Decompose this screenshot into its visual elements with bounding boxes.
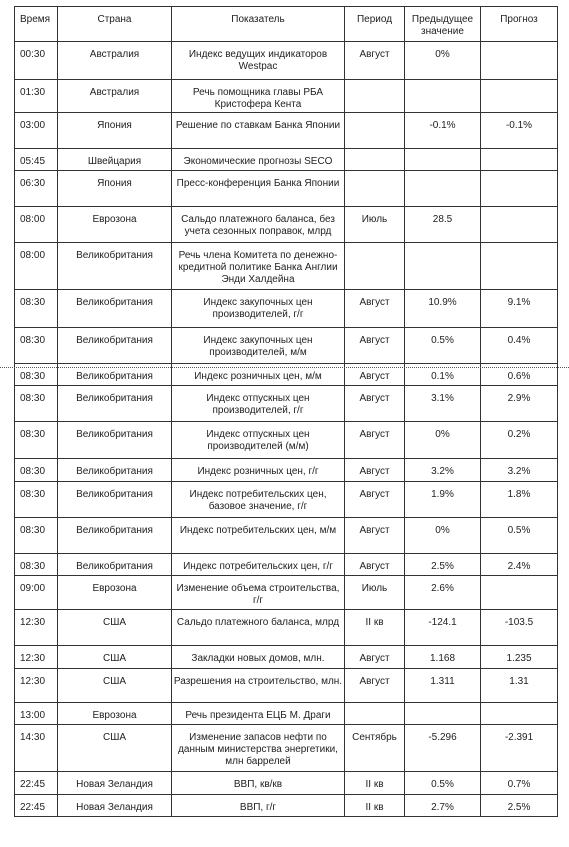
cell-indicator: Индекс потребительских цен, м/м (172, 518, 345, 554)
cell-time: 08:30 (15, 518, 58, 554)
table-row (15, 646, 558, 669)
cell-indicator: Индекс потребительских цен, г/г (172, 554, 345, 576)
table-row (15, 669, 558, 703)
cell-period: Август (345, 482, 405, 518)
cell-country: Великобритания (58, 459, 172, 482)
cell-country: Новая Зеландия (58, 795, 172, 817)
table-row (15, 518, 558, 554)
cell-period: Июль (345, 576, 405, 610)
cell-period: Август (345, 328, 405, 364)
header-period: Период (345, 7, 405, 42)
cell-previous: 28.5 (405, 207, 481, 243)
cell-period: Август (345, 422, 405, 459)
cell-forecast: 1.8% (481, 482, 558, 518)
table-row (15, 610, 558, 646)
cell-previous: 2.7% (405, 795, 481, 817)
cell-country: Еврозона (58, 207, 172, 243)
cell-period (345, 149, 405, 171)
cell-period: Август (345, 290, 405, 328)
cell-time: 08:30 (15, 459, 58, 482)
cell-indicator: Индекс закупочных цен производителей, г/г (172, 290, 345, 328)
dotted-separator (0, 367, 569, 368)
cell-forecast: 9.1% (481, 290, 558, 328)
cell-country: Великобритания (58, 422, 172, 459)
cell-indicator: Индекс закупочных цен производителей, м/м (172, 328, 345, 364)
cell-time: 12:30 (15, 610, 58, 646)
cell-period: Август (345, 669, 405, 703)
cell-indicator: Экономические прогнозы SECO (172, 149, 345, 171)
cell-forecast: 2.4% (481, 554, 558, 576)
cell-country: Япония (58, 171, 172, 207)
cell-time: 08:30 (15, 328, 58, 364)
cell-previous: -124.1 (405, 610, 481, 646)
cell-time: 08:30 (15, 386, 58, 422)
cell-time: 22:45 (15, 795, 58, 817)
cell-indicator: Индекс розничных цен, г/г (172, 459, 345, 482)
cell-previous: 1.311 (405, 669, 481, 703)
cell-period (345, 243, 405, 290)
cell-forecast: 0.6% (481, 364, 558, 386)
cell-previous: 2.6% (405, 576, 481, 610)
cell-country: Великобритания (58, 518, 172, 554)
cell-time: 13:00 (15, 703, 58, 725)
cell-forecast: 1.31 (481, 669, 558, 703)
table-row (15, 243, 558, 290)
cell-country: Великобритания (58, 364, 172, 386)
cell-time: 08:30 (15, 482, 58, 518)
cell-previous (405, 703, 481, 725)
cell-forecast: -2.391 (481, 725, 558, 772)
cell-country: Великобритания (58, 554, 172, 576)
header-time: Время (15, 7, 58, 42)
cell-time: 09:00 (15, 576, 58, 610)
cell-country: США (58, 646, 172, 669)
cell-previous: 0.5% (405, 328, 481, 364)
header-country: Страна (58, 7, 172, 42)
cell-previous: 10.9% (405, 290, 481, 328)
cell-time: 03:00 (15, 113, 58, 149)
cell-country: США (58, 725, 172, 772)
cell-country: Великобритания (58, 482, 172, 518)
cell-forecast: 0.4% (481, 328, 558, 364)
cell-previous: 0.5% (405, 772, 481, 795)
cell-time: 08:30 (15, 290, 58, 328)
cell-period: Август (345, 386, 405, 422)
header-forecast: Прогноз (481, 7, 558, 42)
table-row (15, 80, 558, 113)
cell-previous (405, 149, 481, 171)
cell-forecast: 1.235 (481, 646, 558, 669)
table-row (15, 725, 558, 772)
table-row (15, 149, 558, 171)
cell-forecast (481, 80, 558, 113)
cell-forecast: -0.1% (481, 113, 558, 149)
cell-time: 08:30 (15, 554, 58, 576)
cell-forecast (481, 149, 558, 171)
cell-period: Июль (345, 207, 405, 243)
table-row (15, 386, 558, 422)
cell-forecast: -103.5 (481, 610, 558, 646)
cell-country: Великобритания (58, 386, 172, 422)
cell-country: Австралия (58, 42, 172, 80)
cell-previous: 0% (405, 422, 481, 459)
table-row (15, 576, 558, 610)
cell-forecast: 2.9% (481, 386, 558, 422)
cell-forecast (481, 703, 558, 725)
cell-time: 08:30 (15, 422, 58, 459)
cell-country: Великобритания (58, 243, 172, 290)
cell-forecast: 3.2% (481, 459, 558, 482)
table-row (15, 328, 558, 364)
cell-previous: 0.1% (405, 364, 481, 386)
cell-country: США (58, 610, 172, 646)
cell-period: Сентябрь (345, 725, 405, 772)
cell-forecast (481, 171, 558, 207)
table-row (15, 290, 558, 328)
cell-indicator: Индекс отпускных цен производителей (м/м) (172, 422, 345, 459)
cell-previous (405, 171, 481, 207)
cell-previous: -5.296 (405, 725, 481, 772)
cell-time: 14:30 (15, 725, 58, 772)
cell-period: Август (345, 518, 405, 554)
cell-indicator: Решение по ставкам Банка Японии (172, 113, 345, 149)
cell-forecast: 2.5% (481, 795, 558, 817)
header-row (15, 7, 558, 42)
cell-indicator: Индекс потребительских цен, базовое значение, г/г (172, 482, 345, 518)
cell-indicator: Индекс ведущих индикаторов Westpac (172, 42, 345, 80)
cell-country: Еврозона (58, 576, 172, 610)
cell-time: 08:00 (15, 243, 58, 290)
cell-country: Великобритания (58, 290, 172, 328)
cell-indicator: ВВП, кв/кв (172, 772, 345, 795)
table-row (15, 42, 558, 80)
cell-previous (405, 243, 481, 290)
cell-period (345, 113, 405, 149)
cell-indicator: Речь члена Комитета по денежно-кредитной политике Банка Англии Энди Халдейна (172, 243, 345, 290)
cell-period: Август (345, 364, 405, 386)
cell-indicator: Сальдо платежного баланса, млрд (172, 610, 345, 646)
cell-country: Япония (58, 113, 172, 149)
cell-previous: 3.2% (405, 459, 481, 482)
cell-indicator: Индекс отпускных цен производителей, г/г (172, 386, 345, 422)
cell-period (345, 80, 405, 113)
cell-indicator: Разрешения на строительство, млн. (172, 669, 345, 703)
cell-period: II кв (345, 610, 405, 646)
header-previous: Предыдущее значение (405, 7, 481, 42)
cell-time: 08:00 (15, 207, 58, 243)
cell-period: Август (345, 459, 405, 482)
cell-indicator: Индекс розничных цен, м/м (172, 364, 345, 386)
table-row (15, 703, 558, 725)
cell-indicator: Речь помощника главы РБА Кристофера Кента (172, 80, 345, 113)
cell-forecast: 0.7% (481, 772, 558, 795)
cell-previous: -0.1% (405, 113, 481, 149)
cell-time: 06:30 (15, 171, 58, 207)
cell-forecast (481, 42, 558, 80)
cell-indicator: Изменение объема строительства, г/г (172, 576, 345, 610)
cell-forecast (481, 207, 558, 243)
cell-time: 22:45 (15, 772, 58, 795)
table-row (15, 207, 558, 243)
table-row (15, 554, 558, 576)
cell-forecast: 0.2% (481, 422, 558, 459)
header-indicator: Показатель (172, 7, 345, 42)
table-row (15, 171, 558, 207)
cell-previous: 2.5% (405, 554, 481, 576)
cell-indicator: ВВП, г/г (172, 795, 345, 817)
cell-indicator: Сальдо платежного баланса, без учета сезонных поправок, млрд (172, 207, 345, 243)
cell-previous: 0% (405, 518, 481, 554)
cell-indicator: Речь президента ЕЦБ М. Драги (172, 703, 345, 725)
cell-period: II кв (345, 795, 405, 817)
cell-indicator: Закладки новых домов, млн. (172, 646, 345, 669)
cell-time: 12:30 (15, 646, 58, 669)
cell-time: 12:30 (15, 669, 58, 703)
cell-time: 05:45 (15, 149, 58, 171)
cell-forecast (481, 243, 558, 290)
cell-previous (405, 80, 481, 113)
cell-time: 01:30 (15, 80, 58, 113)
cell-period: Август (345, 554, 405, 576)
table-row (15, 482, 558, 518)
cell-period (345, 703, 405, 725)
cell-period: Август (345, 42, 405, 80)
cell-country: США (58, 669, 172, 703)
cell-indicator: Изменение запасов нефти по данным министерства энергетики, млн баррелей (172, 725, 345, 772)
cell-previous: 1.168 (405, 646, 481, 669)
cell-country: Еврозона (58, 703, 172, 725)
cell-country: Швейцария (58, 149, 172, 171)
cell-period: II кв (345, 772, 405, 795)
table-row (15, 422, 558, 459)
cell-forecast (481, 576, 558, 610)
table-row (15, 459, 558, 482)
cell-forecast: 0.5% (481, 518, 558, 554)
cell-previous: 0% (405, 42, 481, 80)
cell-period (345, 171, 405, 207)
cell-time: 08:30 (15, 364, 58, 386)
cell-period: Август (345, 646, 405, 669)
cell-country: Великобритания (58, 328, 172, 364)
cell-previous: 1.9% (405, 482, 481, 518)
table-row (15, 772, 558, 795)
cell-country: Новая Зеландия (58, 772, 172, 795)
cell-indicator: Пресс-конференция Банка Японии (172, 171, 345, 207)
table-row (15, 113, 558, 149)
table-row (15, 795, 558, 817)
cell-time: 00:30 (15, 42, 58, 80)
cell-country: Австралия (58, 80, 172, 113)
economic-calendar-table (14, 6, 558, 817)
cell-previous: 3.1% (405, 386, 481, 422)
